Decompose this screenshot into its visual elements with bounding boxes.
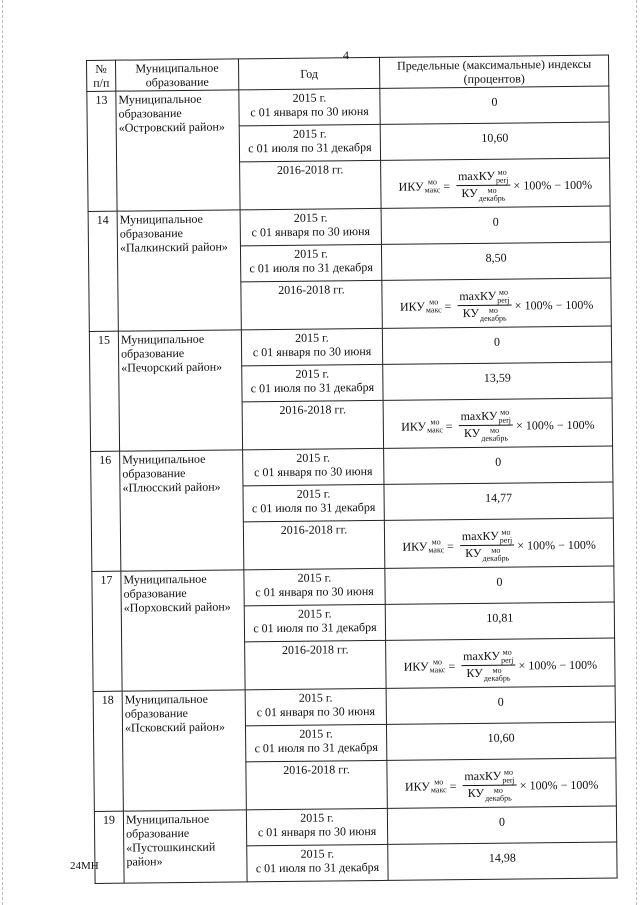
formula-den-indices xyxy=(480,306,507,322)
index-value-cell xyxy=(385,566,614,604)
formula-den-indices xyxy=(479,186,506,202)
period-year: 2015 г. xyxy=(297,570,332,585)
index-value-cell xyxy=(383,362,612,400)
formula-eq: = xyxy=(449,778,457,793)
formula-eq: = xyxy=(445,418,453,434)
index-value: 10,81 xyxy=(486,610,514,625)
index-value: 0 xyxy=(495,454,502,469)
period-year: 2015 г. xyxy=(292,126,327,141)
formula-lhs-sup: мо xyxy=(431,537,441,547)
period-range: с 01 января по 30 июня xyxy=(251,224,371,240)
period-range: с 01 января по 30 июня xyxy=(252,344,372,360)
period-range: с 01 января по 30 июня xyxy=(256,704,376,720)
index-formula-cell xyxy=(383,398,612,448)
formula-num-sup: мо xyxy=(501,527,511,537)
index-value-cell xyxy=(386,722,615,760)
index-formula-cell xyxy=(382,278,611,328)
period-cell xyxy=(241,328,382,365)
table-row xyxy=(88,206,610,247)
formula-numerator xyxy=(461,649,516,667)
municipality-name: Муниципальное образование «Палкинский район» xyxy=(117,210,241,331)
index-value-cell xyxy=(380,86,609,124)
index-formula xyxy=(387,520,611,564)
formula-num-main: maxКУ xyxy=(460,408,498,424)
formula-tail: × 100% − 100% xyxy=(513,177,593,193)
period-year: 2016-2018 гг. xyxy=(276,162,344,178)
index-value-cell xyxy=(381,206,610,244)
formula-lhs: ИКУ xyxy=(398,179,424,194)
formula-lhs: ИКУ xyxy=(402,539,428,554)
period-year: 2015 г. xyxy=(297,606,332,621)
footer-code: 24МН xyxy=(70,860,99,872)
formula-num-indices xyxy=(497,289,510,305)
period-cell xyxy=(242,364,383,401)
formula-num-main: maxКУ xyxy=(463,648,501,664)
municipality-name: Муниципальное образование «Порховский район» xyxy=(121,570,245,691)
formula-den-main: КУ xyxy=(466,666,483,681)
period-range: с 01 января по 30 июня xyxy=(257,824,377,840)
formula-tail: × 100% − 100% xyxy=(514,297,594,313)
formula-lhs-sup: мо xyxy=(432,657,443,667)
period-cell xyxy=(239,124,380,161)
period-cell xyxy=(245,640,386,689)
period-range: с 01 июля по 31 декабря xyxy=(253,619,377,636)
period-year: 2015 г. xyxy=(300,846,335,861)
table-row xyxy=(87,86,609,127)
index-value: 10,60 xyxy=(487,730,515,745)
formula-lhs-indices xyxy=(428,538,444,554)
period-cell xyxy=(240,160,381,209)
index-value: 0 xyxy=(496,574,503,589)
period-year: 2015 г. xyxy=(296,450,331,465)
formula-den-main: КУ xyxy=(463,426,481,441)
index-value-cell xyxy=(386,686,615,724)
formula-num-indices xyxy=(500,529,513,545)
index-value: 0 xyxy=(491,94,498,109)
formula-lhs-indices xyxy=(431,778,447,794)
row-number: 14 xyxy=(88,211,118,331)
header-municipality: Муниципальное образование xyxy=(116,59,239,91)
formula-den-sup: мо xyxy=(493,785,503,795)
period-cell xyxy=(245,724,386,761)
indices-table xyxy=(86,55,618,884)
period-year: 2015 г. xyxy=(293,210,328,225)
formula-denominator xyxy=(461,306,509,323)
period-year: 2015 г. xyxy=(295,330,329,345)
index-value-cell xyxy=(388,842,617,880)
formula-lhs-sup: мо xyxy=(430,417,440,427)
formula-num-main: maxКУ xyxy=(457,168,496,184)
formula-denominator xyxy=(464,666,512,683)
page-number: 4 xyxy=(343,48,349,62)
formula-eq: = xyxy=(448,658,456,673)
formula-lhs: ИКУ xyxy=(404,779,430,794)
formula-den-sub: декабрь xyxy=(482,553,510,563)
index-formula xyxy=(388,640,612,684)
table-row xyxy=(93,686,615,727)
index-formula-cell xyxy=(384,518,613,568)
period-cell xyxy=(244,604,385,641)
formula-den-sub: декабрь xyxy=(481,433,508,443)
period-cell xyxy=(241,280,382,329)
index-value: 0 xyxy=(498,814,506,829)
formula-num-indices xyxy=(496,169,509,185)
municipality-name: Муниципальное образование «Псковский район» xyxy=(122,690,246,811)
formula-num-sup: мо xyxy=(498,287,508,297)
formula-numerator xyxy=(457,289,512,307)
municipality-name: Муниципальное образование «Печорский район» xyxy=(118,330,242,451)
formula-fraction xyxy=(461,649,516,683)
period-range: с 01 июля по 31 декабря xyxy=(251,499,376,516)
period-range: с 01 января по 30 июня xyxy=(254,464,373,480)
municipality-name: Муниципальное образование «Плюсский район» xyxy=(120,450,244,571)
header-num: № п/п xyxy=(87,60,116,91)
formula-tail: × 100% − 100% xyxy=(518,657,598,673)
period-year: 2015 г. xyxy=(296,486,331,501)
period-year: 2015 г. xyxy=(298,690,333,705)
period-year: 2015 г. xyxy=(294,246,328,261)
formula-den-sup: мо xyxy=(488,305,498,315)
formula-fraction xyxy=(462,769,517,803)
formula-num-sup: мо xyxy=(503,767,514,777)
formula-num-main: maxКУ xyxy=(461,528,499,544)
period-cell xyxy=(243,448,384,485)
formula-num-sub: perj xyxy=(495,175,509,185)
index-value: 0 xyxy=(497,694,504,709)
period-year: 2015 г. xyxy=(300,810,334,825)
formula-denominator xyxy=(462,426,510,443)
formula-numerator xyxy=(456,169,511,187)
formula-denominator xyxy=(463,546,511,563)
header-year: Год xyxy=(238,57,379,89)
period-year: 2016-2018 гг. xyxy=(283,762,350,777)
scan-edge-right xyxy=(636,0,637,905)
formula-denominator xyxy=(466,786,514,803)
period-range: с 01 июля по 31 декабря xyxy=(250,380,375,396)
table-row xyxy=(91,446,613,487)
period-cell xyxy=(240,208,381,245)
formula-numerator xyxy=(458,409,513,427)
period-cell xyxy=(245,688,386,725)
period-year: 2016-2018 гг. xyxy=(280,522,348,537)
formula-num-main: maxКУ xyxy=(464,768,502,784)
index-value-cell xyxy=(387,806,616,844)
index-value: 8,50 xyxy=(485,250,507,265)
formula-den-sub: декабрь xyxy=(478,193,506,203)
period-range: с 01 июля по 31 декабря xyxy=(249,260,373,276)
formula-num-sub: perj xyxy=(500,655,514,665)
formula-den-sup: мо xyxy=(487,185,497,195)
formula-den-main: КУ xyxy=(465,546,482,561)
period-range: с 01 июля по 31 декабря xyxy=(254,739,378,756)
index-value-cell xyxy=(384,446,613,484)
row-number: 16 xyxy=(91,451,121,571)
formula-den-sup: мо xyxy=(491,545,501,555)
formula-den-sub: декабрь xyxy=(484,793,512,803)
index-formula-cell xyxy=(386,638,615,688)
period-year: 2016-2018 гг. xyxy=(279,402,346,417)
period-cell xyxy=(246,808,387,845)
index-value-cell xyxy=(380,122,609,160)
index-value-cell xyxy=(385,602,614,640)
period-year: 2015 г. xyxy=(295,366,330,381)
row-number: 19 xyxy=(94,811,124,883)
table-row xyxy=(92,566,614,607)
row-number: 18 xyxy=(93,691,123,811)
formula-num-sub: perj xyxy=(499,535,513,545)
index-value-cell xyxy=(384,482,613,520)
formula-den-sup: мо xyxy=(492,665,502,675)
formula-lhs-sup: мо xyxy=(427,177,437,187)
table-row xyxy=(89,326,611,367)
index-value: 14,77 xyxy=(485,490,513,505)
formula-lhs-sup: мо xyxy=(434,777,444,787)
formula-lhs-sup: мо xyxy=(429,297,439,307)
index-value-cell xyxy=(381,242,610,280)
formula-lhs-indices xyxy=(427,418,443,434)
formula-fraction xyxy=(458,409,513,443)
index-value-cell xyxy=(382,326,611,364)
formula-lhs-indices xyxy=(430,658,446,674)
period-range: с 01 июля по 31 декабря xyxy=(255,859,380,876)
period-range: с 01 января по 30 июня xyxy=(250,104,369,120)
formula-lhs: ИКУ xyxy=(401,419,427,434)
formula-tail: × 100% − 100% xyxy=(515,417,595,433)
formula-eq: = xyxy=(447,538,454,553)
formula-num-indices xyxy=(502,769,515,785)
index-value: 0 xyxy=(493,334,501,349)
index-formula xyxy=(383,160,607,204)
formula-lhs-indices xyxy=(426,298,442,314)
period-year: 2016-2018 гг. xyxy=(278,282,345,297)
index-formula xyxy=(384,280,608,324)
formula-fraction xyxy=(456,169,511,203)
formula-den-main: КУ xyxy=(467,786,485,801)
period-cell xyxy=(242,400,383,449)
formula-lhs-sub: макс xyxy=(427,425,443,435)
index-value: 14,98 xyxy=(488,850,516,865)
formula-lhs-sub: макс xyxy=(428,545,445,555)
formula-lhs-sub: макс xyxy=(424,185,441,195)
index-formula xyxy=(389,760,613,804)
formula-denominator xyxy=(459,186,507,203)
formula-tail: × 100% − 100% xyxy=(519,777,599,793)
municipality-name: Муниципальное образование «Островский район» xyxy=(116,90,240,211)
formula-num-sub: perj xyxy=(497,295,510,305)
formula-tail: × 100% − 100% xyxy=(517,537,596,553)
municipality-name: Муниципальное образование «Пустошкинский район» xyxy=(123,810,247,883)
formula-num-main: maxКУ xyxy=(459,288,497,304)
header-index: Предельные (максимальные) индексы (процентов) xyxy=(379,55,608,88)
formula-den-indices xyxy=(481,426,508,442)
row-number: 15 xyxy=(89,331,119,451)
formula-num-sub: perj xyxy=(498,415,512,425)
period-cell xyxy=(246,760,387,809)
formula-lhs-sub: макс xyxy=(425,305,442,315)
formula-num-sub: perj xyxy=(502,775,515,785)
formula-den-sub: декабрь xyxy=(483,673,511,683)
formula-lhs: ИКУ xyxy=(403,659,429,674)
index-value: 10,60 xyxy=(481,130,509,145)
formula-eq: = xyxy=(444,298,452,314)
formula-numerator xyxy=(462,769,517,787)
formula-numerator xyxy=(460,529,515,547)
formula-den-main: КУ xyxy=(461,186,478,201)
formula-num-indices xyxy=(498,409,511,425)
period-range: с 01 июля по 31 декабря xyxy=(248,140,372,156)
formula-den-indices xyxy=(482,546,509,562)
index-formula-cell xyxy=(387,758,616,808)
formula-fraction xyxy=(457,289,512,323)
scan-edge-left xyxy=(2,0,3,905)
formula-lhs-sub: макс xyxy=(430,785,447,795)
formula-lhs: ИКУ xyxy=(399,299,425,314)
formula-den-main: КУ xyxy=(462,306,480,321)
formula-den-sub: декабрь xyxy=(479,313,507,323)
period-range: с 01 января по 30 июня xyxy=(255,584,374,600)
period-cell xyxy=(247,844,388,881)
index-formula-cell xyxy=(381,158,610,208)
period-cell xyxy=(244,568,385,605)
formula-fraction xyxy=(460,529,515,563)
period-cell xyxy=(243,520,384,569)
formula-den-indices xyxy=(485,786,512,802)
row-number: 17 xyxy=(92,571,122,691)
formula-num-sup: мо xyxy=(502,647,512,657)
index-value: 13,59 xyxy=(483,370,511,385)
period-cell xyxy=(239,88,380,125)
table-body xyxy=(87,86,617,883)
formula-den-indices xyxy=(484,666,511,682)
period-cell xyxy=(243,484,384,521)
period-year: 2015 г. xyxy=(299,726,333,741)
formula-num-sup: мо xyxy=(497,167,507,177)
index-formula xyxy=(386,400,610,444)
period-year: 2016-2018 гг. xyxy=(281,642,349,657)
formula-num-sup: мо xyxy=(500,407,510,417)
period-cell xyxy=(240,244,381,281)
formula-den-sup: мо xyxy=(489,425,500,435)
formula-lhs-sub: макс xyxy=(429,665,446,675)
period-year: 2015 г. xyxy=(292,90,327,105)
index-value: 0 xyxy=(492,214,499,229)
table-row xyxy=(94,806,616,847)
formula-num-indices xyxy=(501,649,514,665)
formula-eq: = xyxy=(443,178,451,194)
formula-lhs-indices xyxy=(424,178,440,194)
row-number: 13 xyxy=(87,91,117,211)
